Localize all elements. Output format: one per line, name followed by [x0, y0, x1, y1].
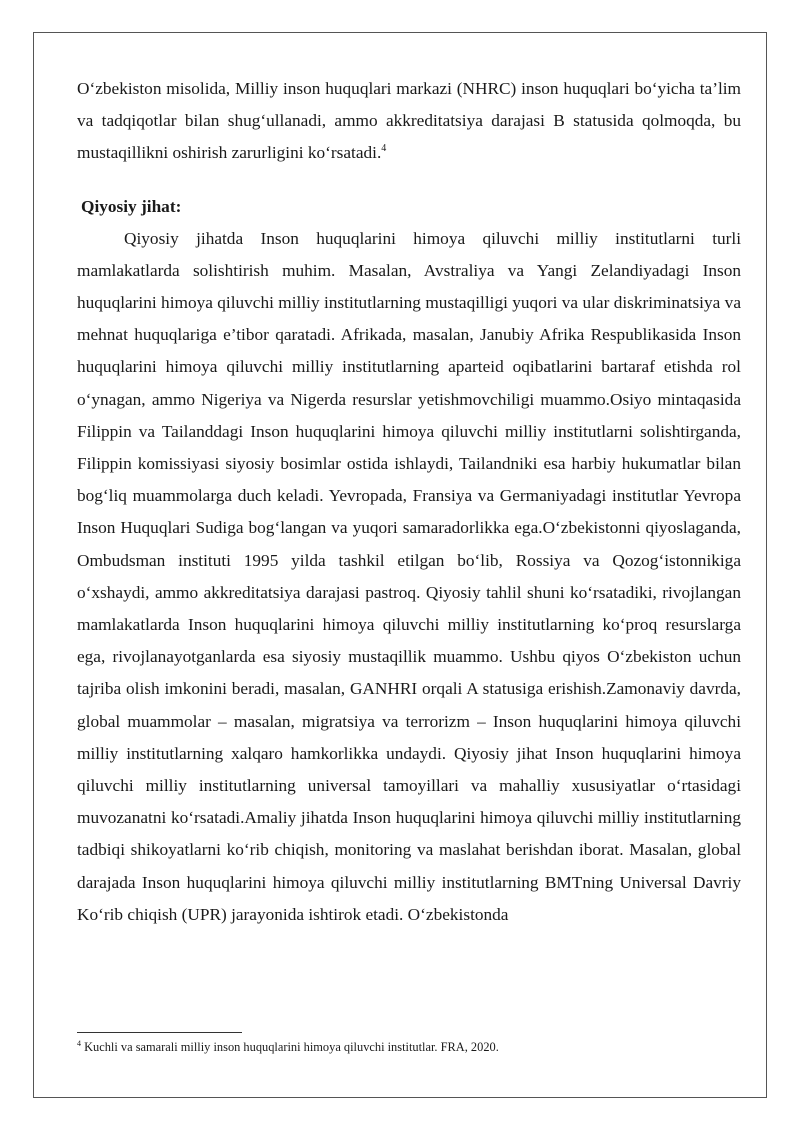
footnote-separator [77, 1032, 242, 1033]
comparative-paragraph: Qiyosiy jihatda Inson huquqlarini himoya qiluvchi milliy institutlarni turli mamlakatlarda solishtirish muhim. Masalan, Avstraliya va Yangi Zelandiyadagi Inson huquqlarini himoya qiluvchi milliy institutlarning mustaqilligi yuqori va ular diskriminatsiya va mehnat huquqlariga e’tibor qaratadi. Afrikada, masalan, Janubiy Afrika Respublikasida Inson huquqlarini himoya qiluvchi milliy institutlarning aparteid oqibatlarini bartaraf etishda rol o‘ynagan, ammo Nigeriya va Nigerda resurslar yetishmovchiligi muammo.Osiyo mintaqasida Filippin va Tailanddagi Inson huquqlarini himoya qiluvchi milliy institutlarni solishtirganda, Filippin komissiyasi siyosiy bosimlar ostida ishlaydi, Tailandniki esa harbiy hukumatlar bilan bog‘liq muammolarga duch keladi. Yevropada, Fransiya va Germaniyadagi institutlar Yevropa Inson Huquqlari Sudiga bog‘langan va yuqori samaradorlikka ega.O‘zbekistonni qiyoslaganda, Ombudsman instituti 1995 yilda tashkil etilgan bo‘lib, Rossiya va Qozog‘istonnikiga o‘xshaydi, ammo akkreditatsiya darajasi pastroq. Qiyosiy tahlil shuni ko‘rsatadiki, rivojlangan mamlakatlarda Inson huquqlarini himoya qiluvchi milliy institutlarning ko‘proq resurslarga ega, rivojlanayotganlarda esa siyosiy mustaqillik muammo. Ushbu qiyos O‘zbekiston uchun tajriba olish imkonini beradi, masalan, GANHRI orqali A statusiga erishish.Zamonaviy davrda, global muammolar – masalan, migratsiya va terrorizm – Inson huquqlarini himoya qiluvchi milliy institutlarning xalqaro hamkorlikka undaydi. Qiyosiy jihat Inson huquqlarini himoya qiluvchi milliy institutlarning universal tamoyillari va mahalliy xususiyatlar o‘rtasidagi muvozanatni ko‘rsatadi.Amaliy jihatda Inson huquqlarini himoya qiluvchi milliy institutlarning tadbiqi shikoyatlarni ko‘rib chiqish, monitoring va maslahat berishdan iborat. Masalan, global darajada Inson huquqlarini himoya qiluvchi milliy institutlarning BMTning Universal Davriy Ko‘rib chiqish (UPR) jarayonida ishtirok etadi. O‘zbekistonda [77, 228, 741, 924]
footnote-number: 4 [77, 1038, 81, 1048]
footnote-text: Kuchli va samarali milliy inson huquqlarini himoya qiluvchi institutlar. FRA, 2020. [81, 1040, 499, 1054]
document-body [77, 73, 741, 931]
section-heading: Qiyosiy jihat: [81, 196, 182, 216]
footnote [77, 1038, 741, 1056]
footnote-reference: 4 [381, 143, 387, 155]
intro-paragraph [77, 73, 741, 170]
intro-paragraph-text: O‘zbekiston misolida, Milliy inson huquqlari markazi (NHRC) inson huquqlari bo‘yicha ta’lim va tadqiqotlar bilan shug‘ullanadi, ammo akkreditatsiya darajasi B statusida qolmoqda, bu mustaqillikni oshirish zarurligini ko‘rsatadi. [77, 79, 741, 163]
